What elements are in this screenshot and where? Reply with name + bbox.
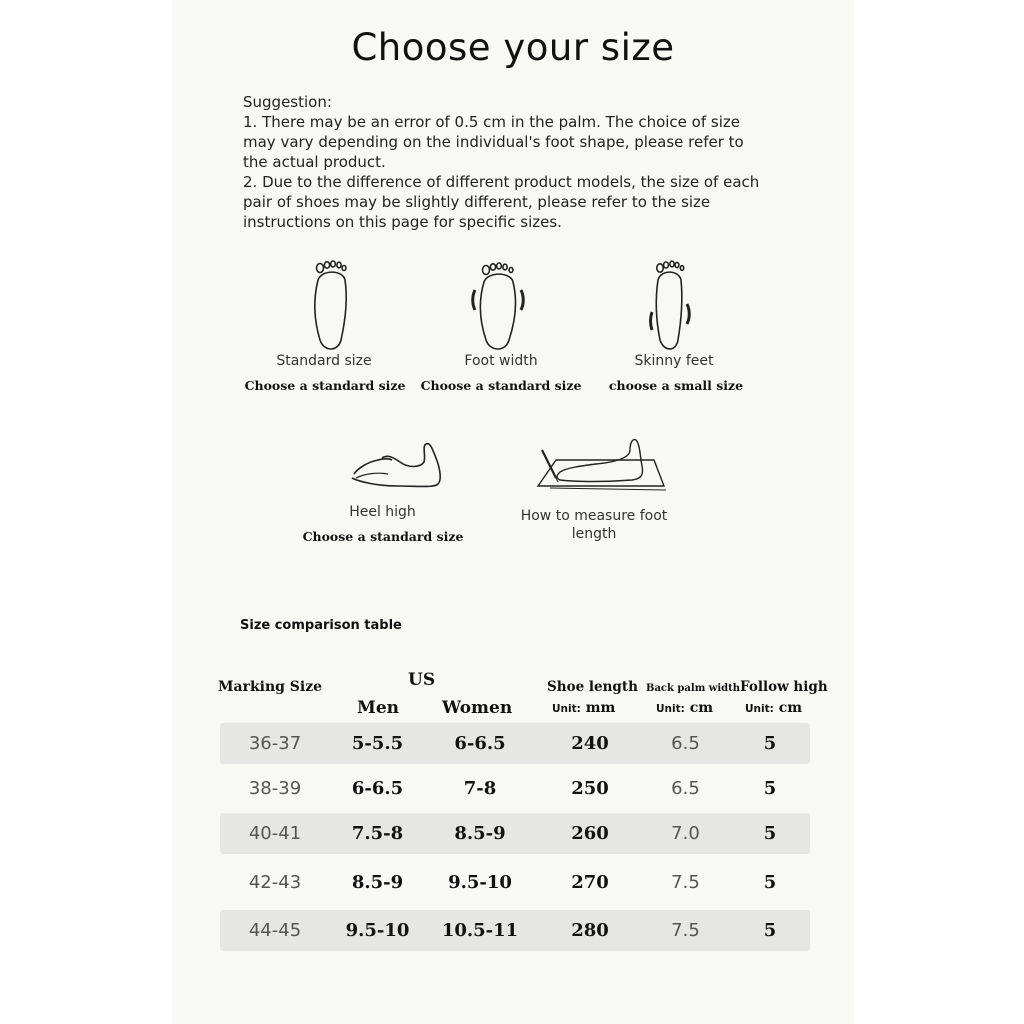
cell-men: 9.5-10 bbox=[345, 920, 410, 941]
cell-back-palm: 6.5 bbox=[671, 733, 700, 754]
table-row bbox=[220, 813, 810, 854]
size-guide-page bbox=[172, 0, 854, 1024]
col-unit-shoe-length: Unit: mm bbox=[552, 700, 616, 716]
cell-follow-high: 5 bbox=[763, 920, 777, 941]
col-unit-back-palm: Unit: cm bbox=[656, 700, 714, 716]
cell-women: 6-6.5 bbox=[454, 733, 506, 754]
foot-type-label: Foot width bbox=[464, 353, 538, 369]
high-heel-foot-icon bbox=[348, 438, 444, 494]
col-header-follow-high: Follow high bbox=[740, 679, 828, 695]
foot-type-advice: Choose a standard size bbox=[420, 378, 582, 393]
wide-foot-icon bbox=[470, 262, 526, 352]
cell-women: 8.5-9 bbox=[454, 823, 506, 844]
suggestion-block bbox=[243, 92, 803, 232]
foot-type-label: How to measure foot length bbox=[520, 508, 668, 542]
cell-shoe-length: 250 bbox=[571, 778, 609, 799]
cell-shoe-length: 240 bbox=[571, 733, 609, 754]
skinny-foot-icon bbox=[646, 260, 694, 352]
cell-marking: 40-41 bbox=[248, 823, 302, 844]
col-header-back-palm: Back palm width bbox=[646, 683, 741, 694]
cell-women: 10.5-11 bbox=[441, 920, 519, 941]
cell-men: 8.5-9 bbox=[351, 872, 404, 893]
cell-follow-high: 5 bbox=[763, 778, 777, 799]
col-header-marking: Marking Size bbox=[218, 679, 323, 695]
cell-shoe-length: 260 bbox=[571, 823, 609, 844]
cell-back-palm: 7.5 bbox=[671, 872, 700, 893]
standard-foot-icon bbox=[308, 260, 352, 352]
col-unit-follow-high: Unit: cm bbox=[745, 700, 803, 716]
cell-men: 6-6.5 bbox=[351, 778, 404, 799]
cell-back-palm: 6.5 bbox=[671, 778, 700, 799]
suggestion-heading: Suggestion: bbox=[243, 93, 332, 111]
suggestion-item-2: 2. Due to the difference of different product models, the size of each pair of shoes may be slightly different, please refer to the size instructions on this page for specific sizes. bbox=[243, 173, 760, 231]
cell-follow-high: 5 bbox=[763, 872, 777, 893]
cell-men: 5-5.5 bbox=[351, 733, 404, 754]
table-row bbox=[220, 768, 810, 809]
table-row bbox=[220, 910, 810, 951]
table-row bbox=[220, 862, 810, 903]
cell-men: 7.5-8 bbox=[351, 823, 404, 844]
cell-shoe-length: 270 bbox=[571, 872, 609, 893]
foot-type-label: Skinny feet bbox=[634, 353, 714, 369]
table-row bbox=[220, 723, 810, 764]
cell-marking: 44-45 bbox=[248, 920, 302, 941]
cell-marking: 38-39 bbox=[248, 778, 302, 799]
cell-follow-high: 5 bbox=[763, 823, 777, 844]
cell-back-palm: 7.0 bbox=[671, 823, 700, 844]
measure-foot-icon bbox=[536, 436, 668, 494]
foot-type-label: Heel high bbox=[349, 504, 416, 520]
cell-follow-high: 5 bbox=[763, 733, 777, 754]
cell-shoe-length: 280 bbox=[571, 920, 609, 941]
cell-marking: 42-43 bbox=[248, 872, 302, 893]
cell-women: 7-8 bbox=[463, 778, 497, 799]
table-title: Size comparison table bbox=[240, 618, 402, 633]
foot-type-advice: choose a small size bbox=[608, 378, 744, 393]
cell-women: 9.5-10 bbox=[448, 872, 512, 893]
suggestion-item-1: 1. There may be an error of 0.5 cm in the palm. The choice of size may vary depending on the individual's foot shape, please refer to the actual product. bbox=[243, 113, 744, 171]
cell-back-palm: 7.5 bbox=[671, 920, 700, 941]
foot-type-advice: Choose a standard size bbox=[302, 529, 464, 544]
cell-marking: 36-37 bbox=[248, 733, 302, 754]
col-header-us: US bbox=[408, 670, 436, 690]
col-header-men: Men bbox=[357, 698, 399, 718]
page-title: Choose your size bbox=[351, 26, 675, 69]
col-header-women: Women bbox=[442, 698, 513, 718]
foot-type-label: Standard size bbox=[276, 353, 372, 369]
col-header-shoe-length: Shoe length bbox=[547, 679, 638, 695]
foot-type-advice: Choose a standard size bbox=[244, 378, 406, 393]
